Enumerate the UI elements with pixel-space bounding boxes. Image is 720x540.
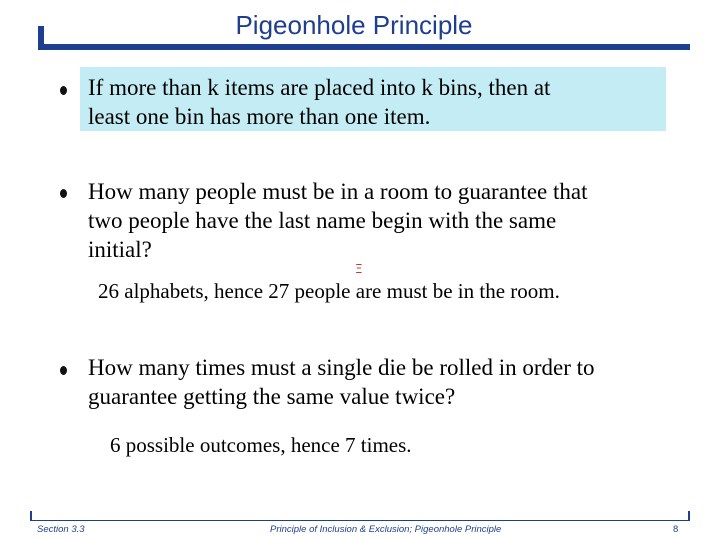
bullet-2-text: How many people must be in a room to guarantee that two people have the last name begin with the same initial? (88, 179, 588, 262)
footer-page-number: 8 (673, 524, 679, 535)
marker-glyph: Ξ (355, 262, 363, 276)
footer-tick-right (688, 511, 690, 521)
bullet-3-answer: 6 possible outcomes, hence 7 times. (110, 433, 412, 457)
bullet-dot-3 (60, 366, 67, 375)
footer-rule (30, 520, 690, 521)
footer-tick-left (30, 511, 32, 521)
bullet-1-text: If more than k items are placed into k bins, then at least one bin has more than one item. (88, 75, 551, 129)
bullet-2-answer: 26 alphabets, hence 27 people are must be in the room. (98, 279, 560, 303)
bullet-3-text: How many times must a single die be rolled in order to guarantee getting the same value twice? (88, 355, 595, 409)
title-rule (38, 44, 690, 50)
bullet-dot-2 (60, 189, 67, 198)
footer-section: Section 3.3 (37, 524, 85, 535)
slide-title: Pigeonhole Principle (235, 10, 473, 40)
bullet-dot-1 (60, 86, 67, 95)
footer-topic: Principle of Inclusion & Exclusion; Pigeonhole Principle (270, 524, 502, 535)
